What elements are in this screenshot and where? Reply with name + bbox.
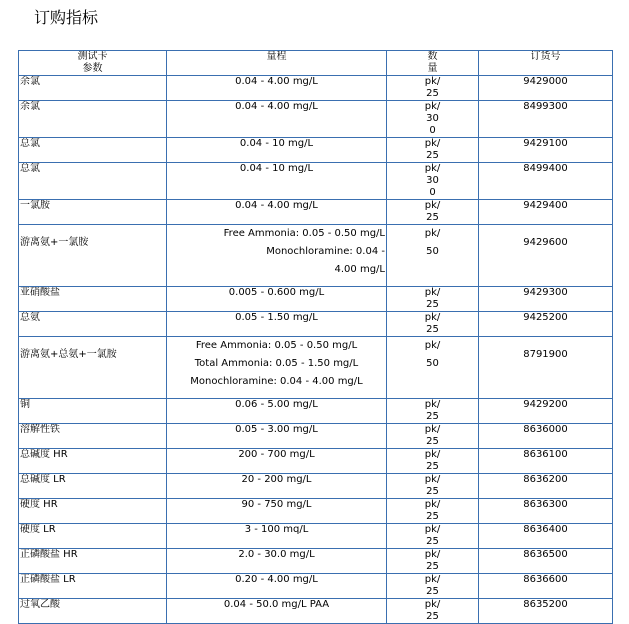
range-line: 0.04 - 10 mg/L: [239, 138, 314, 149]
cell-parameter: 总碱度 HR: [19, 449, 167, 474]
quantity-line: 25: [426, 299, 439, 310]
quantity-line: 25: [426, 536, 439, 547]
cell-order-number: 8499400: [479, 163, 613, 200]
range-line: 2.0 - 30.0 mg/L: [238, 549, 315, 560]
range-line: 0.04 - 4.00 mg/L: [235, 76, 318, 87]
cell-quantity: [387, 524, 479, 549]
cell-range: [167, 424, 387, 449]
cell-range: [167, 549, 387, 574]
cell-quantity: [387, 424, 479, 449]
cell-range: [167, 449, 387, 474]
table-row: [19, 337, 613, 399]
quantity-line: 25: [426, 611, 439, 622]
table-header-row: [19, 51, 613, 76]
page-title: 订购指标: [34, 8, 99, 27]
header-card: [19, 51, 167, 76]
cell-quantity: [387, 200, 479, 225]
quantity-line: pk/: [424, 574, 441, 585]
cell-order-number: 9429300: [479, 287, 613, 312]
quantity-line: 25: [426, 586, 439, 597]
range-line: 0.20 - 4.00 mg/L: [235, 574, 318, 585]
table-row: [19, 287, 613, 312]
table-row: [19, 138, 613, 163]
cell-quantity: [387, 599, 479, 624]
cell-range: [167, 599, 387, 624]
header-code: 订货号: [479, 51, 613, 76]
cell-parameter: 总氯: [19, 163, 167, 200]
quantity-line: 25: [426, 561, 439, 572]
cell-parameter: 溶解性铁: [19, 424, 167, 449]
table-row: [19, 76, 613, 101]
table-row: [19, 200, 613, 225]
cell-quantity: [387, 312, 479, 337]
quantity-line: 25: [426, 324, 439, 335]
range-line: Free Ammonia: 0.05 - 0.50 mg/L: [223, 228, 385, 239]
cell-quantity: [387, 474, 479, 499]
cell-order-number: 8636300: [479, 499, 613, 524]
cell-parameter: 余氯: [19, 101, 167, 138]
table-row: [19, 101, 613, 138]
table-row: [19, 549, 613, 574]
header-card-line-1: 测试卡: [77, 51, 108, 62]
quantity-line: 25: [426, 411, 439, 422]
header-qty-line-1: 数: [427, 51, 438, 62]
cell-quantity: [387, 225, 479, 287]
cell-range: [167, 499, 387, 524]
quantity-line: 25: [426, 150, 439, 161]
cell-quantity: [387, 101, 479, 138]
cell-parameter: 正磷酸盐 LR: [19, 574, 167, 599]
cell-quantity: [387, 399, 479, 424]
cell-quantity: [387, 337, 479, 399]
quantity-line: pk/: [424, 424, 441, 435]
order-table: [18, 50, 613, 624]
table-row: [19, 312, 613, 337]
quantity-line: 0: [429, 187, 436, 198]
header-range: 量程: [167, 51, 387, 76]
cell-parameter: 游离氨+一氯胺: [19, 225, 167, 287]
cell-order-number: 9429000: [479, 76, 613, 101]
table-row: [19, 574, 613, 599]
quantity-line: 50: [426, 246, 439, 257]
cell-range: [167, 287, 387, 312]
cell-order-number: 9429600: [479, 225, 613, 287]
quantity-line: pk/: [424, 340, 441, 351]
quantity-line: pk/: [424, 549, 441, 560]
cell-order-number: 8636400: [479, 524, 613, 549]
cell-parameter: 过氧乙酸: [19, 599, 167, 624]
cell-quantity: [387, 138, 479, 163]
range-line: 20 - 200 mg/L: [241, 474, 312, 485]
range-line: Free Ammonia: 0.05 - 0.50 mg/L: [195, 340, 358, 351]
cell-parameter: 总氯: [19, 138, 167, 163]
cell-range: [167, 200, 387, 225]
table-row: [19, 424, 613, 449]
cell-parameter: 硬度 LR: [19, 524, 167, 549]
cell-parameter: 余氯: [19, 76, 167, 101]
table-row: [19, 524, 613, 549]
range-line: Total Ammonia: 0.05 - 1.50 mg/L: [194, 358, 359, 369]
table-row: [19, 499, 613, 524]
cell-order-number: 9429400: [479, 200, 613, 225]
quantity-line: 25: [426, 511, 439, 522]
quantity-line: pk/: [424, 101, 441, 112]
cell-parameter: 铜: [19, 399, 167, 424]
cell-order-number: 8636200: [479, 474, 613, 499]
cell-parameter: 硬度 HR: [19, 499, 167, 524]
header-qty: [387, 51, 479, 76]
table-row: [19, 399, 613, 424]
cell-order-number: 8636000: [479, 424, 613, 449]
quantity-line: pk/: [424, 312, 441, 323]
header-card-line-2: 参数: [82, 63, 103, 74]
range-line: 0.05 - 1.50 mg/L: [235, 312, 318, 323]
table-row: [19, 599, 613, 624]
table-row: [19, 163, 613, 200]
range-line: 0.04 - 10 mg/L: [239, 163, 314, 174]
cell-quantity: [387, 76, 479, 101]
cell-parameter: 总氨: [19, 312, 167, 337]
cell-parameter: 总碱度 LR: [19, 474, 167, 499]
range-line: 3 - 100 mq/L: [244, 524, 309, 535]
range-line: 0.06 - 5.00 mg/L: [235, 399, 318, 410]
quantity-line: pk/: [424, 138, 441, 149]
table-row: [19, 474, 613, 499]
quantity-line: 30: [426, 113, 439, 124]
range-line: 200 - 700 mg/L: [238, 449, 315, 460]
cell-range: [167, 524, 387, 549]
cell-parameter: 一氯胺: [19, 200, 167, 225]
range-line: 0.05 - 3.00 mg/L: [235, 424, 318, 435]
cell-parameter: 游离氨+总氨+一氯胺: [19, 337, 167, 399]
quantity-line: 25: [426, 486, 439, 497]
cell-range: [167, 101, 387, 138]
quantity-line: pk/: [424, 228, 441, 239]
cell-range: [167, 574, 387, 599]
quantity-line: pk/: [424, 200, 441, 211]
cell-range: [167, 138, 387, 163]
cell-range: [167, 163, 387, 200]
cell-quantity: [387, 449, 479, 474]
cell-quantity: [387, 549, 479, 574]
range-line: 0.04 - 50.0 mg/L PAA: [223, 599, 330, 610]
quantity-line: 30: [426, 175, 439, 186]
cell-range: [167, 337, 387, 399]
table-row: [19, 225, 613, 287]
quantity-line: 25: [426, 212, 439, 223]
quantity-line: pk/: [424, 474, 441, 485]
cell-order-number: 8791900: [479, 337, 613, 399]
quantity-line: 25: [426, 88, 439, 99]
cell-quantity: [387, 287, 479, 312]
range-line: 90 - 750 mg/L: [241, 499, 312, 510]
cell-order-number: 8635200: [479, 599, 613, 624]
quantity-line: pk/: [424, 287, 441, 298]
cell-quantity: [387, 499, 479, 524]
cell-range: [167, 474, 387, 499]
cell-quantity: [387, 163, 479, 200]
range-line: 0.005 - 0.600 mg/L: [228, 287, 325, 298]
cell-order-number: 9429100: [479, 138, 613, 163]
quantity-line: pk/: [424, 499, 441, 510]
header-qty-line-2: 量: [427, 63, 438, 74]
cell-parameter: 亚硝酸盐: [19, 287, 167, 312]
cell-range: [167, 76, 387, 101]
cell-quantity: [387, 574, 479, 599]
quantity-line: pk/: [424, 449, 441, 460]
quantity-line: 25: [426, 461, 439, 472]
cell-range: [167, 399, 387, 424]
range-line: Monochloramine: 0.04 -: [266, 246, 385, 257]
range-line: 4.00 mg/L: [334, 264, 385, 275]
range-line: 0.04 - 4.00 mg/L: [235, 200, 318, 211]
quantity-line: pk/: [424, 76, 441, 87]
cell-order-number: 8636500: [479, 549, 613, 574]
cell-parameter: 正磷酸盐 HR: [19, 549, 167, 574]
cell-order-number: 8499300: [479, 101, 613, 138]
quantity-line: 0: [429, 125, 436, 136]
range-line: Monochloramine: 0.04 - 4.00 mg/L: [190, 376, 363, 387]
cell-order-number: 9429200: [479, 399, 613, 424]
quantity-line: pk/: [424, 163, 441, 174]
cell-range: [167, 312, 387, 337]
quantity-line: 50: [426, 358, 439, 369]
table-row: [19, 449, 613, 474]
quantity-line: 25: [426, 436, 439, 447]
quantity-line: pk/: [424, 599, 441, 610]
cell-order-number: 8636100: [479, 449, 613, 474]
quantity-line: pk/: [424, 399, 441, 410]
cell-order-number: 8636600: [479, 574, 613, 599]
range-line: 0.04 - 4.00 mg/L: [235, 101, 318, 112]
cell-range: [167, 225, 387, 287]
quantity-line: pk/: [424, 524, 441, 535]
cell-order-number: 9425200: [479, 312, 613, 337]
